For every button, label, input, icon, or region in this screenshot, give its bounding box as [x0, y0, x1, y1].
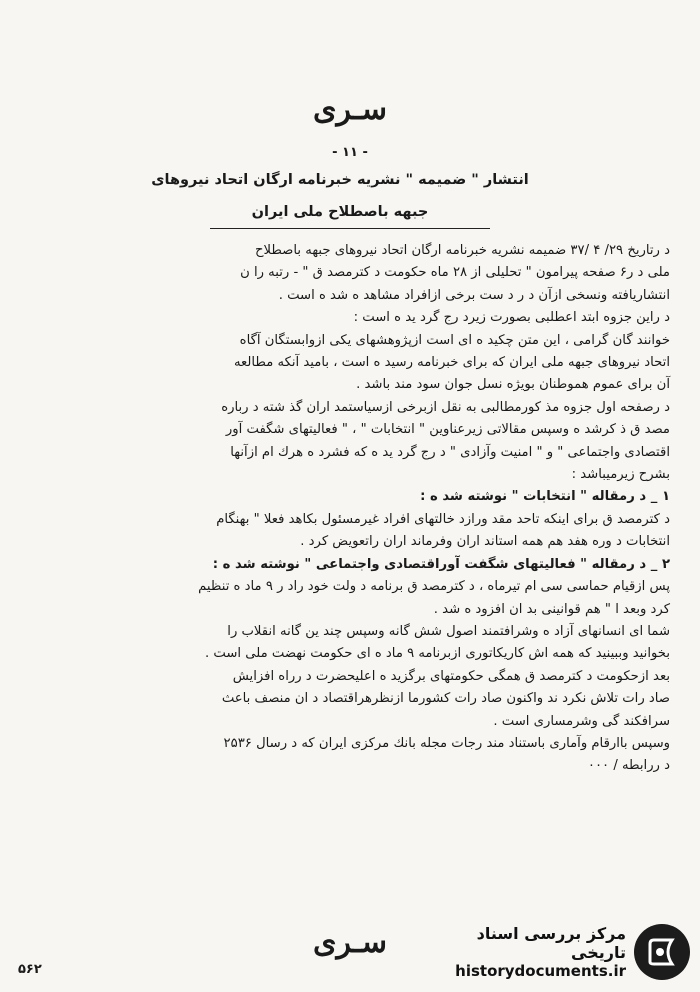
- body-line: د رتاريخ ۲۹/ ۴ /۳۷ ضميمه نشريه خبرنامه ارگان اتحاد نيروهاى جبهه باصطلاح: [254, 243, 670, 258]
- body-line: پس ازقيام حماسى سى ام تيرماه ، د كترمصد ق برنامه د ولت خود راد ر ۹ ماد ه تنظيم: [198, 579, 670, 595]
- body-line: د رصفحه اول جزوه مذ كورمطالبى به نقل ازبرخى ازسياستمد اران گذ شته د رباره: [221, 399, 670, 415]
- body-line: مصد ق ذ كرشد ه وسپس مقالاتى زيرعناوين " انتخابات " ، " فعاليتهاى شگفت آور: [225, 422, 670, 438]
- body-line: د كترمصد ق براى اينكه تاحد مقد ورازد خالتهاى افراد غيرمسئول بكاهد فعلا " بهنگام: [216, 511, 670, 527]
- body-line: بشرح زيرميباشد :: [571, 467, 670, 483]
- watermark-text: [420, 924, 634, 980]
- body-line: اقتصادى واجتماعى " و " امنيت وآزادى " د رج گرد يد ه كه فشرد ه هرك ام ازآنها: [230, 444, 670, 460]
- body-line: شما اى انسانهاى آزاد ه وشرافتمند اصول شش گانه وسپس چند ين گانه انقلاب را: [227, 623, 670, 639]
- body-line: آن براى عموم هموطنان بويژه نسل جوان سود مند باشد .: [356, 377, 670, 393]
- body-line: بخوانيد وببينيد كه همه اش كاريكاتورى ازبرنامه ۹ ماد ه اى حكومت نهضت ملى است .: [205, 646, 670, 662]
- body-line: ملى د ر۶ صفحه پيرامون " تحليلى از ۲۸ ماه حكومت د كترمصد ق " - رتبه را ن: [240, 265, 670, 281]
- archive-logo-icon: [634, 924, 690, 980]
- page-number: - ۱۱ -: [332, 145, 368, 160]
- section-heading-economic: ۲ _ د رمقاله " فعاليتهاى شگفت آوراقتصادى واجتماعى " نوشته شد ه :: [212, 556, 670, 572]
- watermark-name: مرکز بررسی اسناد تاریخی: [476, 924, 626, 962]
- body-line: سرافكند گى وشرمسارى است .: [493, 713, 670, 729]
- body-line: وسپس باارقام وآمارى باستناد مند رجات مجله بانك مركزى ايران كه د رسال ۲۵۳۶: [223, 735, 670, 751]
- archive-watermark: [420, 920, 690, 984]
- document-body: [50, 240, 670, 778]
- classification-stamp-bottom: سـرى: [313, 925, 387, 960]
- title-underline: [210, 228, 490, 229]
- body-line: بعد ازحكومت د كترمصد ق همگى حكومتهاى برگزيد ه اعليحضرت د رراه افزايش: [232, 668, 670, 684]
- classification-stamp-top: سـرى: [313, 92, 387, 127]
- body-line: د راين جزوه ابتد اعطلبى بصورت زيرد رج گرد يد ه است :: [353, 310, 670, 326]
- body-line: صاد رات تلاش نكرد ند واكنون صاد رات كشورما ازنظرهراقتصاد د ان منصف باعث: [221, 691, 670, 707]
- body-line: انتخابات د وره هفد هم همه استاند اران وفرماند اران راتعويض كرد .: [300, 534, 670, 550]
- body-line: د ررابطه / ۰۰۰: [587, 758, 670, 774]
- archive-margin-number: ۵۶۲: [18, 962, 42, 977]
- document-title-line-2: جبهه باصطلاح ملی ایران: [251, 204, 429, 220]
- body-line: كرد وبعد ا " هم قوانينى بد ان افزود ه شد .: [433, 601, 670, 617]
- body-line: اتحاد نيروهاى جبهه ملى ايران كه براى خبرنامه رسيد ه است ، باميد آنكه مطالعه: [233, 355, 670, 371]
- watermark-url: historydocuments.ir: [455, 962, 626, 980]
- body-line: خوانند گان گرامى ، اين متن چكيد ه اى است ازپژوهشهاى يكى ازوابستگان آگاه: [239, 332, 670, 348]
- document-title-line-1: انتشار " ضميمه " نشريه خبرنامه ارگان اتحاد نيروهاى: [151, 172, 529, 188]
- section-heading-elections: ۱ _ د رمقاله " انتخابات " نوشته شد ه :: [420, 489, 670, 505]
- body-line: انتشاريافته ونسخى ازآن د ر د ست برخى ازافراد مشاهد ه شد ه است .: [278, 287, 670, 303]
